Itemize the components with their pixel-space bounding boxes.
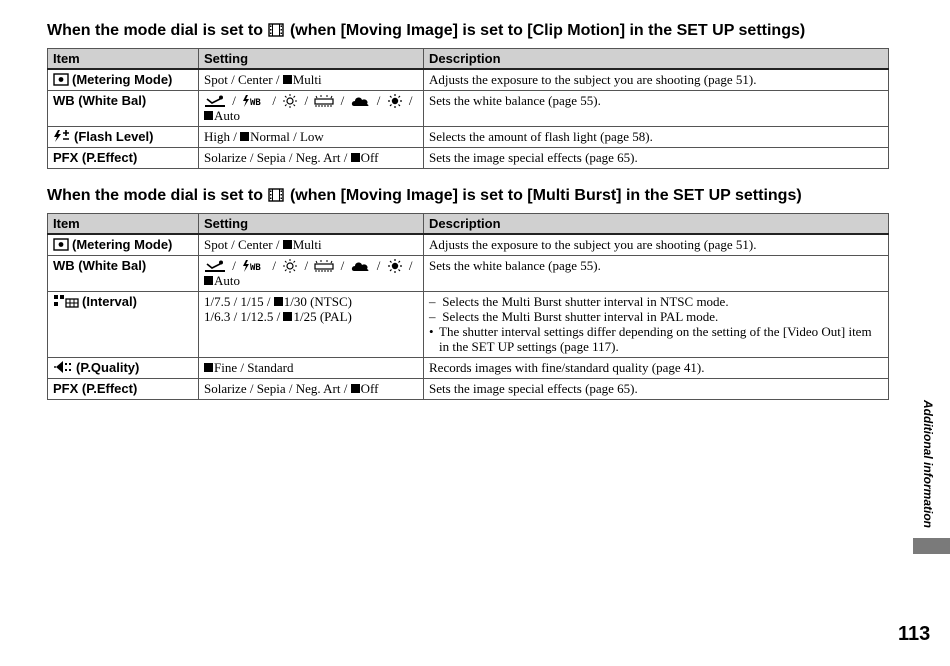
section-heading-clip-motion <box>47 22 805 40</box>
heading-suffix: (when [Moving Image] is set to [Multi Burst] in the SET UP settings) <box>289 187 802 204</box>
fluorescent-icon <box>314 259 334 273</box>
settings-table-multi-burst <box>47 213 889 400</box>
description-cell: Adjusts the exposure to the subject you are shooting (page 51). <box>424 69 889 91</box>
default-marker-icon <box>204 276 213 285</box>
item-cell <box>48 234 199 256</box>
table-header-row <box>48 214 889 235</box>
table-row <box>48 292 889 358</box>
setting-default: 1/30 (NTSC) <box>283 294 352 309</box>
separator: / <box>408 93 413 108</box>
separator: / <box>272 258 276 273</box>
default-marker-icon <box>274 297 283 306</box>
item-cell <box>48 127 199 148</box>
description-cell: Sets the image special effects (page 65). <box>424 379 889 400</box>
item-label: (Metering Mode) <box>72 72 173 87</box>
setting-cell <box>199 379 424 400</box>
svg-text:WB: WB <box>250 263 261 273</box>
table-row <box>48 91 889 127</box>
setting-text: 1/7.5 / 1/15 / <box>204 294 274 309</box>
description-cell: Records images with fine/standard quality (page 41). <box>424 358 889 379</box>
item-cell: PFX (P.Effect) <box>48 148 199 169</box>
section-heading-multi-burst <box>47 187 802 205</box>
heading-prefix: When the mode dial is set to <box>47 187 264 204</box>
item-cell <box>48 69 199 91</box>
setting-default: Off <box>360 381 379 396</box>
setting-text: 1/6.3 / 1/12.5 / <box>204 309 284 324</box>
separator: / <box>272 93 276 108</box>
cloudy-icon <box>351 94 371 108</box>
setting-cell <box>199 127 424 148</box>
setting-text: Spot / Center / <box>204 72 283 87</box>
item-cell: WB (White Bal) <box>48 256 199 292</box>
setting-cell <box>199 91 424 127</box>
separator: / <box>232 258 236 273</box>
movie-mode-icon <box>268 188 284 202</box>
separator: / <box>408 258 413 273</box>
setting-cell <box>199 256 424 292</box>
setting-cell <box>199 358 424 379</box>
metering-mode-icon <box>53 73 69 86</box>
interval-icon <box>53 294 79 308</box>
setting-text: / Standard <box>237 360 294 375</box>
setting-cell <box>199 234 424 256</box>
item-cell: WB (White Bal) <box>48 91 199 127</box>
daylight-icon <box>387 259 403 273</box>
description-cell <box>424 292 889 358</box>
setting-text: Solarize / Sepia / Neg. Art / <box>204 150 351 165</box>
table-row <box>48 69 889 91</box>
setting-cell <box>199 292 424 358</box>
underwater-icon <box>204 259 226 273</box>
side-section-tab <box>913 538 950 554</box>
picture-quality-icon <box>53 360 73 374</box>
column-header-description: Description <box>424 214 889 235</box>
side-section-label: Additional information <box>921 400 935 528</box>
item-label: (P.Quality) <box>76 360 140 375</box>
setting-text: Spot / Center / <box>204 237 283 252</box>
table-row <box>48 234 889 256</box>
fluorescent-icon <box>314 94 334 108</box>
item-cell <box>48 292 199 358</box>
bullet-marker: • <box>429 324 434 339</box>
setting-text: / Low <box>289 129 324 144</box>
flash-wb-icon <box>242 94 266 108</box>
description-cell: Sets the white balance (page 55). <box>424 91 889 127</box>
column-header-setting: Setting <box>199 49 424 70</box>
setting-default: 1/25 (PAL) <box>293 309 352 324</box>
page-number: 113 <box>898 623 931 645</box>
separator: / <box>376 93 381 108</box>
column-header-item: Item <box>48 214 199 235</box>
heading-prefix: When the mode dial is set to <box>47 22 264 39</box>
item-cell: PFX (P.Effect) <box>48 379 199 400</box>
dash-marker: – <box>429 294 436 309</box>
default-marker-icon <box>351 153 360 162</box>
default-marker-icon <box>283 240 292 249</box>
svg-text:WB: WB <box>250 98 261 108</box>
default-marker-icon <box>351 384 360 393</box>
description-cell: Selects the amount of flash light (page 58). <box>424 127 889 148</box>
incandescent-icon <box>282 259 298 273</box>
movie-mode-icon <box>268 23 284 37</box>
separator: / <box>376 258 381 273</box>
setting-text: Solarize / Sepia / Neg. Art / <box>204 381 351 396</box>
table-row <box>48 358 889 379</box>
setting-cell <box>199 148 424 169</box>
description-cell: Sets the image special effects (page 65). <box>424 148 889 169</box>
default-marker-icon <box>283 312 292 321</box>
table-row <box>48 256 889 292</box>
list-item <box>429 309 883 324</box>
setting-default: Fine <box>214 360 238 375</box>
metering-mode-icon <box>53 238 69 251</box>
default-marker-icon <box>204 363 213 372</box>
setting-text: High / <box>204 129 241 144</box>
table-row <box>48 148 889 169</box>
setting-default: Auto <box>214 273 240 288</box>
item-label: (Interval) <box>82 294 137 309</box>
flash-level-icon <box>53 129 71 143</box>
column-header-description: Description <box>424 49 889 70</box>
setting-default: Auto <box>214 108 240 123</box>
list-item-text: The shutter interval settings differ depending on the setting of the [Video Out] item in the SET UP settings (page 117). <box>439 324 872 354</box>
settings-table-clip-motion <box>47 48 889 169</box>
daylight-icon <box>387 94 403 108</box>
setting-cell <box>199 69 424 91</box>
list-item-text: Selects the Multi Burst shutter interval in NTSC mode. <box>442 294 729 309</box>
separator: / <box>232 93 236 108</box>
item-cell <box>48 358 199 379</box>
white-balance-options <box>204 258 416 273</box>
underwater-icon <box>204 94 226 108</box>
separator: / <box>304 258 309 273</box>
separator: / <box>340 93 345 108</box>
separator: / <box>304 93 309 108</box>
list-item <box>429 324 883 354</box>
default-marker-icon <box>283 75 292 84</box>
setting-default: Multi <box>292 72 322 87</box>
dash-marker: – <box>429 309 436 324</box>
item-label: (Metering Mode) <box>72 237 173 252</box>
cloudy-icon <box>351 259 371 273</box>
separator: / <box>340 258 345 273</box>
incandescent-icon <box>282 94 298 108</box>
column-header-setting: Setting <box>199 214 424 235</box>
default-marker-icon <box>204 111 213 120</box>
default-marker-icon <box>240 132 249 141</box>
flash-wb-icon <box>242 259 266 273</box>
column-header-item: Item <box>48 49 199 70</box>
list-item-text: Selects the Multi Burst shutter interval in PAL mode. <box>442 309 719 324</box>
list-item <box>429 294 883 309</box>
setting-default: Off <box>360 150 379 165</box>
description-cell: Adjusts the exposure to the subject you are shooting (page 51). <box>424 234 889 256</box>
setting-default: Multi <box>292 237 322 252</box>
description-list <box>429 294 883 354</box>
table-header-row <box>48 49 889 70</box>
item-label: (Flash Level) <box>74 129 154 144</box>
description-cell: Sets the white balance (page 55). <box>424 256 889 292</box>
table-row <box>48 127 889 148</box>
table-row <box>48 379 889 400</box>
heading-suffix: (when [Moving Image] is set to [Clip Motion] in the SET UP settings) <box>289 22 806 39</box>
white-balance-options <box>204 93 416 108</box>
setting-default: Normal <box>250 129 290 144</box>
